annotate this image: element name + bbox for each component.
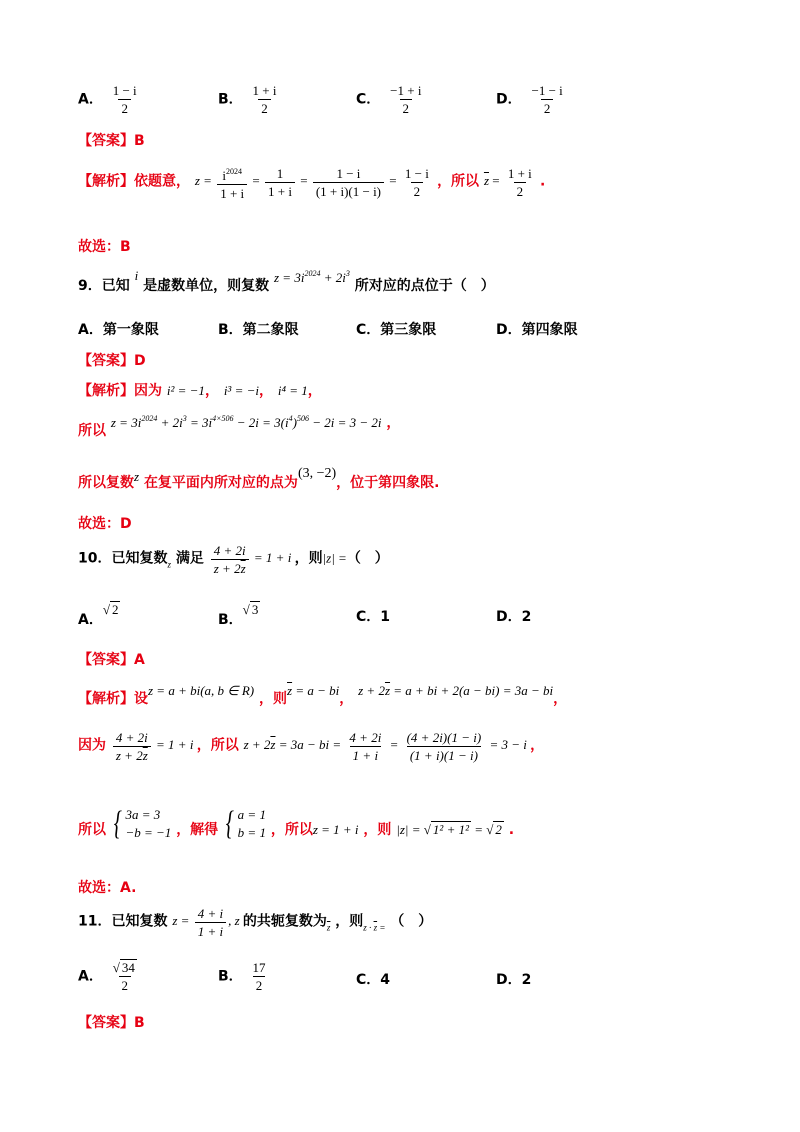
option-label: C． [356,609,381,625]
q9-option-d [496,319,578,339]
q10-analysis-line1 [78,683,567,708]
equation: b = 1 [237,825,266,840]
analysis-text: 所以 [78,822,106,838]
q8-option-c [356,83,426,116]
q8-conclusion: 故选：B [78,239,131,255]
fraction [404,730,485,763]
q11-stem [78,906,432,939]
option-text: 第三象限 [380,322,437,338]
conjugate-z: $\overline{z}$ [240,561,246,576]
denominator: 2 [118,99,131,116]
numerator: 4 + 2i [213,543,246,558]
conjugate-z: z [326,922,331,933]
separator: ， [339,691,354,707]
conjugate-z: $\overline{z}$ [142,748,148,763]
numerator: 4 + 2i [349,730,382,745]
option-label: B． [218,612,243,628]
fraction [505,166,535,199]
equals: = [389,737,399,753]
equation-system [111,806,171,842]
math-text: = a − bi [292,683,340,698]
exponent: 4×506 [212,414,234,423]
math-text: − 2i = 3(i [233,415,289,430]
math-text: z [134,469,140,484]
option-label: A． [78,91,103,108]
math-text: i² = −1 [166,383,205,398]
math-expression [243,730,531,763]
math-expression [396,822,504,837]
radicand: 34 [121,960,135,975]
analysis-text: ，位于第四象限. [336,475,440,491]
math-text: z + 2 [358,683,385,698]
q10-stem [78,543,389,576]
math-text: = a + bi + 2(a − bi) = 3a − bi [390,683,554,698]
math-text: z = a + bi(a, b ∈ R) [148,683,255,698]
equals: = [252,173,260,189]
math-text: i⁴ = 1 [277,383,308,398]
q11-answer: 【答案】B [78,1015,145,1031]
q8-analysis [78,164,545,201]
q9-stem [78,268,495,295]
q10-answer: 【答案】A [78,652,145,668]
analysis-label: 【解析】因为 [78,383,162,399]
fraction [250,83,280,116]
sqrt: √ 2 [486,822,502,837]
math-text: + 2i [157,415,183,430]
denominator: 2 [541,99,554,116]
math-text: z = 3i [110,415,142,430]
option-text: 第一象限 [102,322,159,338]
analysis-text: 所以复数 [78,475,134,491]
math-text: z = [194,173,212,189]
denominator [113,746,151,763]
fraction [529,83,566,116]
math-text: i [134,268,139,283]
answer-blank: （ ） [346,550,389,567]
q10-analysis-line2 [78,730,544,763]
option-label: A． [78,968,103,985]
q10-conclusion: 故选：A. [78,880,137,896]
math-text: = 1 + i [253,550,292,566]
answer-blank: （ ） [390,913,433,930]
point-coordinates: (3, −2) [297,466,337,481]
separator: ， [258,383,273,399]
math-text: − 2i = 3 − 2i [308,415,382,430]
analysis-text: ，所以 [437,173,480,190]
math-expression [111,415,382,430]
q9-analysis-line3 [78,466,440,492]
math-text: z + 2 [115,748,143,763]
q9-option-c [356,319,436,339]
exponent: 2024 [226,167,242,176]
conjugate-z: $\overline{z}$ [373,922,378,933]
option-text: 2 [521,609,532,625]
radicand: 3 [251,602,259,617]
math-expression [358,683,553,698]
equation: 3a = 3 [125,807,161,822]
separator: ， [553,691,568,707]
math-expression [209,543,295,576]
numerator: −1 − i [531,83,563,98]
math-text: = 3 − i [489,737,527,753]
question-number: 9．已知 [78,278,130,294]
math-text: , z [228,913,240,929]
fraction [113,730,151,763]
q11-option-a [78,960,142,993]
denominator: 2 [253,976,266,993]
denominator: 2 [119,976,132,993]
denominator: 1 + i [217,184,247,201]
question-text: 所对应的点位于（ ） [354,278,495,294]
question-text: ，则 [335,913,364,930]
conjugate-z: $\overline{z}$ [483,173,489,189]
option-label: C． [356,972,381,988]
math-text: i [222,168,226,183]
period: . [540,173,546,190]
analysis-text: ，所以 [270,822,313,838]
numerator: 1 − i [112,83,137,98]
option-text: 4 [380,972,391,988]
option-label: D． [496,91,522,108]
q10-analysis-line3 [78,806,514,842]
radicand: 1² + 1² [432,822,469,837]
numerator: 4 + 2i [115,730,148,745]
question-text: 是虚数单位，则复数 [143,278,270,294]
option-text: 第四象限 [521,322,578,338]
question-text: 的共轭复数为 [242,913,327,930]
numerator [219,164,245,184]
fraction [110,960,140,993]
exponent: 2024 [141,414,158,423]
q8-option-d [496,83,568,116]
radicand: 2 [111,602,119,617]
analysis-label: 【解析】设 [78,691,148,707]
math-expression [111,730,197,763]
fraction [346,730,384,763]
analysis-label: 【解析】依题意， [78,173,190,190]
fraction [402,166,432,199]
denominator [211,559,249,576]
q8-option-a [78,83,142,116]
math-text: ) [292,415,297,430]
equals: = [300,173,308,189]
math-expression [363,922,385,932]
q8-answer: 【答案】B [78,133,145,149]
math-expression: $\overline{z}$ = $\frac{1 + i}{2}$ [484,173,540,188]
option-label: D． [496,972,522,988]
separator: ， [307,383,322,399]
equals: = [389,173,397,189]
equation: a = 1 [237,807,266,822]
math-text: z · [363,922,374,933]
math-text: z = [172,913,190,929]
option-text: 第二象限 [242,322,299,338]
q9-analysis-line2 [78,412,400,440]
q9-option-a [78,319,159,339]
math-text: z = 1 + i [312,822,359,837]
numerator: −1 + i [390,83,422,98]
numerator: 1 + i [252,83,277,98]
math-text: z + 2 [213,561,241,576]
math-text: = 1 + i [156,737,194,753]
separator: ， [386,415,401,431]
question-number: 11．已知复数 [78,913,168,930]
exponent: 3 [182,414,187,423]
q11-option-d [496,969,531,989]
option-label: D． [496,322,522,338]
denominator: 2 [400,99,413,116]
numerator: 17 [252,960,266,975]
q9-conclusion: 故选：D [78,516,132,532]
sqrt: √ 3 [242,602,259,617]
q10-option-a [78,602,120,629]
q8-option-b [218,83,282,116]
option-label: C． [356,322,381,338]
numerator: √ 34 [112,960,135,975]
denominator: 1 + i [265,182,295,199]
option-label: B． [218,322,243,338]
q9-option-b [218,319,299,339]
numerator: 1 − i [336,166,361,181]
analysis-text: ，则 [259,691,288,707]
option-label: C． [356,91,381,108]
analysis-text: 因为 [78,737,106,754]
fraction [195,906,226,939]
fraction [387,83,424,116]
option-label: B． [218,91,243,108]
q10-option-d [496,606,531,626]
math-expression [287,683,339,698]
question-text: 满足 [175,550,204,567]
denominator: (1 + i)(1 − i) [313,182,384,199]
option-label: D． [496,609,522,625]
brace-icon: { [225,805,234,842]
exponent: 3 [345,269,350,278]
q11-option-b [218,960,271,993]
math-text: i³ = −i [223,383,259,398]
analysis-text: ，解得 [176,822,219,838]
analysis-text: 在复平面内所对应的点为 [143,475,298,491]
radicand: 2 [495,822,502,837]
sqrt: √ 1² + 1² [423,822,469,837]
conjugate-z: $\overline{z}$ [287,683,293,698]
math-text: |z| = [322,550,347,566]
q11-option-c [356,969,390,989]
analysis-text: ，则 [363,822,392,838]
option-label: A． [78,612,103,628]
conjugate-z: $\overline{z}$ [270,737,276,753]
math-expression [172,906,243,939]
q9-analysis-line1 [78,380,322,400]
math-text: = 3a − bi = [275,737,342,753]
math-text: = 3i [186,415,213,430]
math-text: = [377,922,386,933]
math-text: + 2i [320,270,346,285]
numerator: 1 − i [404,166,429,181]
denominator: 2 [514,182,527,199]
system-rows [238,806,266,842]
fraction [110,83,140,116]
fraction [265,166,295,199]
equation-system [223,806,266,842]
system-rows [125,806,171,842]
denominator: (1 + i)(1 − i) [407,746,481,763]
fraction [211,543,249,576]
math-text: z [167,559,171,570]
q10-option-b [218,602,260,629]
question-text: ，则 [294,550,323,567]
numerator: 1 [276,166,284,181]
fraction [250,960,269,993]
q10-option-c [356,606,390,626]
option-label: B． [218,968,243,985]
sqrt: √ 2 [102,602,119,617]
q9-answer: 【答案】D [78,353,146,369]
question-number: 10．已知复数 [78,550,168,567]
exponent: 4 [288,414,293,423]
option-label: A． [78,322,103,338]
conjugate-z: $\overline{z}$ [384,683,391,698]
equals: = [471,822,484,837]
exponent: 506 [296,414,309,423]
analysis-text: ，所以 [196,737,239,754]
fraction [217,164,247,201]
separator: ， [204,383,219,399]
math-expression [274,270,350,285]
brace-icon: { [113,805,122,842]
math-text: |z| = [396,822,421,837]
math-text: z + 2 [243,737,271,753]
denominator: 1 + i [195,922,226,939]
denominator: 2 [258,99,271,116]
equation: −b = −1 [125,825,172,840]
separator: ， [530,737,545,754]
denominator: 2 [411,182,424,199]
option-text: 1 [380,609,391,625]
analysis-text: 所以 [78,423,106,439]
option-text: 2 [521,972,532,988]
math-expression [194,166,437,201]
period: . [508,822,515,838]
fraction [313,166,384,199]
numerator: 1 + i [507,166,532,181]
numerator: 4 + i [197,906,224,921]
math-text: z = 3i [274,270,305,285]
numerator: (4 + 2i)(1 − i) [406,730,482,745]
denominator: 1 + i [350,746,381,763]
exponent: 2024 [304,269,321,278]
